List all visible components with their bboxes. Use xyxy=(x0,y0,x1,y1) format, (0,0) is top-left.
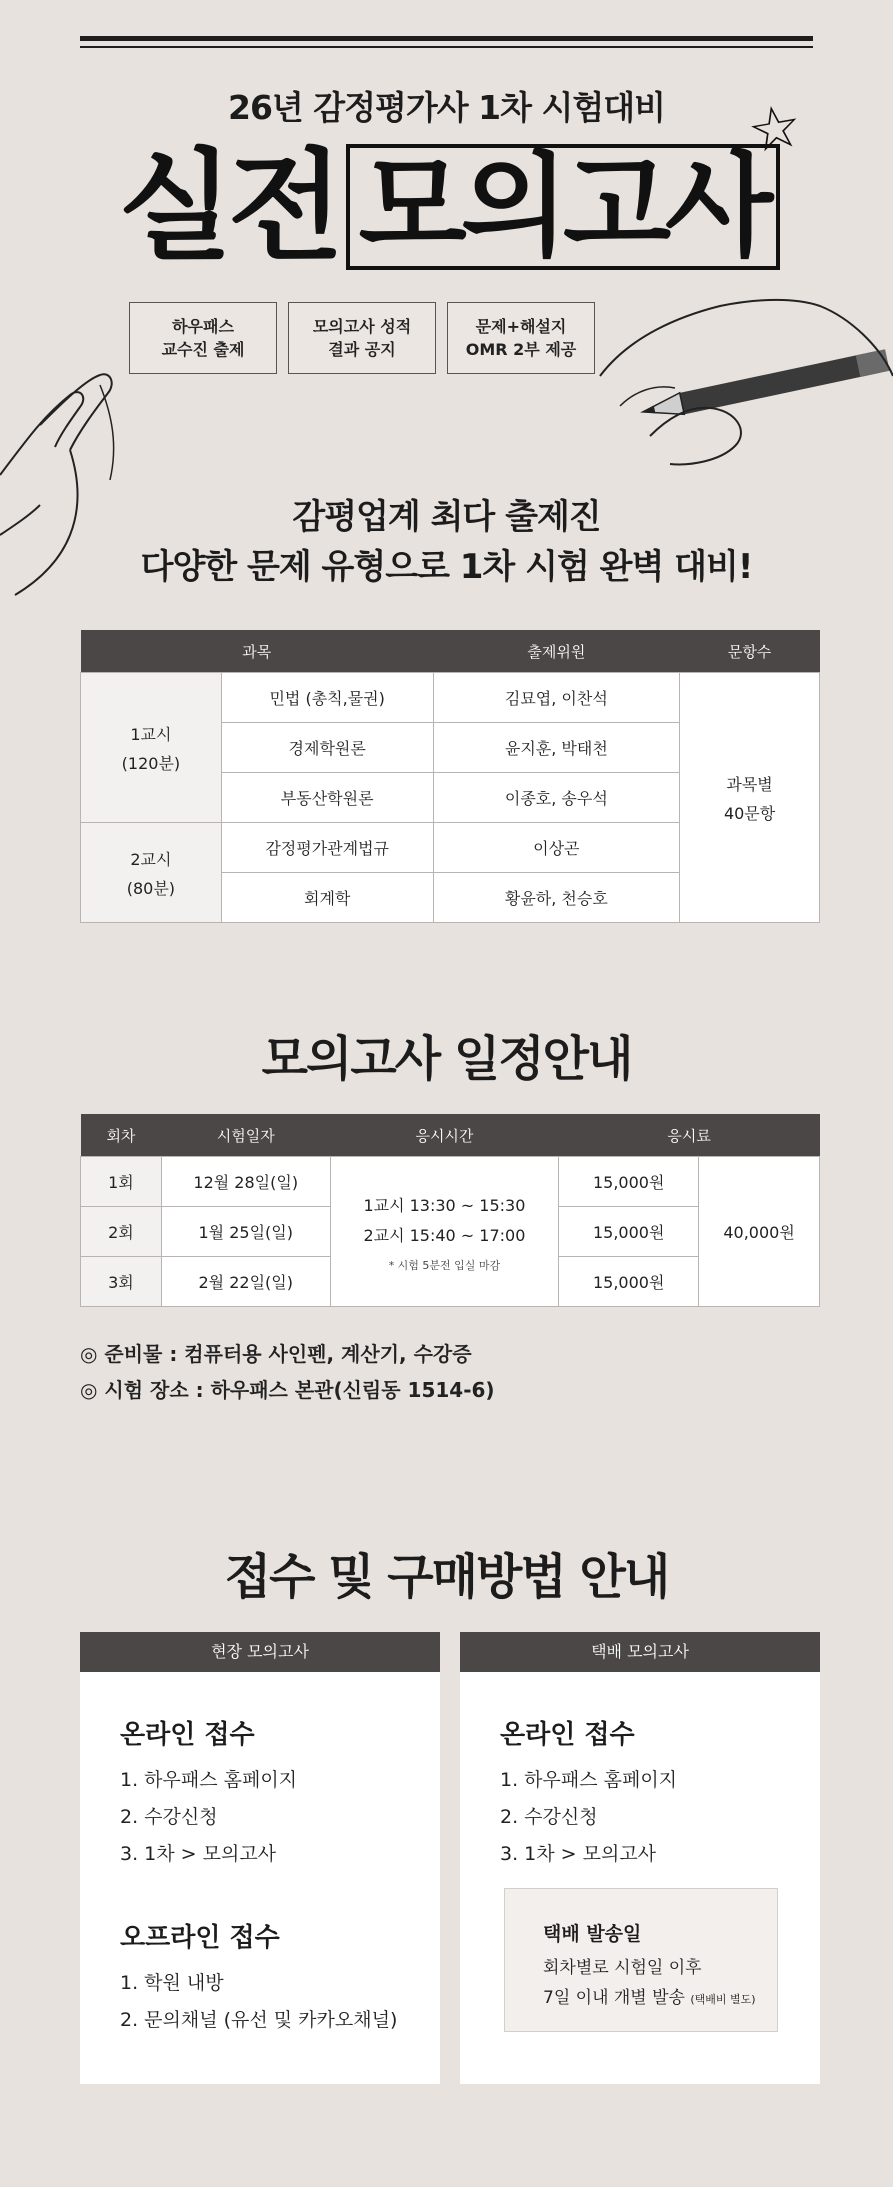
count-line: 과목별 xyxy=(726,774,773,794)
shipping-line xyxy=(543,1983,756,2015)
date-cell: 1월 25일(일) xyxy=(161,1207,330,1257)
shipping-info-box xyxy=(504,1888,778,2032)
total-fee-cell: 40,000원 xyxy=(699,1157,820,1307)
feature-line: 결과 공지 xyxy=(328,340,396,359)
subject-cell: 경제학원론 xyxy=(221,723,433,773)
onsite-offline-title: 오프라인 접수 xyxy=(120,1923,280,1953)
round-cell: 3회 xyxy=(81,1257,162,1307)
session-duration: (120분) xyxy=(121,753,181,773)
delivery-exam-card xyxy=(460,1632,820,2084)
time-line: 2교시 15:40 ~ 17:00 xyxy=(363,1225,526,1245)
time-line: 1교시 13:30 ~ 15:30 xyxy=(363,1195,526,1215)
feature-line: 교수진 출제 xyxy=(161,340,245,359)
onsite-online-title: 온라인 접수 xyxy=(120,1720,255,1750)
header-examiner: 출제위원 xyxy=(433,630,680,673)
delivery-online-steps xyxy=(500,1762,677,1873)
fee-cell: 15,000원 xyxy=(559,1257,699,1307)
time-cell xyxy=(330,1157,559,1307)
session-name: 1교시 xyxy=(130,724,172,744)
examiner-cell: 윤지훈, 박태천 xyxy=(433,723,680,773)
onsite-card-header: 현장 모의고사 xyxy=(80,1632,440,1672)
shipping-line-text: 7일 이내 개별 발송 xyxy=(543,1988,685,2008)
shipping-line: 회차별로 시험일 이후 xyxy=(543,1958,702,1978)
round-cell: 2회 xyxy=(81,1207,162,1257)
headline xyxy=(0,492,893,592)
list-item: 1. 하우패스 홈페이지 xyxy=(120,1769,298,1791)
examiner-cell: 이상곤 xyxy=(433,823,680,873)
list-item: 3. 1차 > 모의고사 xyxy=(500,1843,657,1865)
title-left-text: 실전 xyxy=(118,138,338,277)
prepare-note: ◎ 준비물 : 컴퓨터용 사인펜, 계산기, 수강증 xyxy=(80,1342,472,1366)
star-doodle-icon: ☆ xyxy=(742,89,808,169)
main-title xyxy=(110,140,810,275)
feature-box-professors xyxy=(129,302,277,374)
header-round: 회차 xyxy=(81,1114,162,1157)
shipping-note: (택배비 별도) xyxy=(690,1993,756,2006)
subject-cell: 감정평가관계법규 xyxy=(221,823,433,873)
feature-line: 하우패스 xyxy=(172,317,234,336)
fee-cell: 15,000원 xyxy=(559,1207,699,1257)
session-name: 2교시 xyxy=(130,849,172,869)
examiner-cell: 이종호, 송우석 xyxy=(433,773,680,823)
right-hand-pen-illustration xyxy=(560,296,893,476)
list-item: 3. 1차 > 모의고사 xyxy=(120,1843,277,1865)
list-item: 2. 수강신청 xyxy=(500,1806,598,1828)
round-cell: 1회 xyxy=(81,1157,162,1207)
fee-cell: 15,000원 xyxy=(559,1157,699,1207)
headline-line1: 감평업계 최다 출제진 xyxy=(292,497,601,537)
subject-cell: 회계학 xyxy=(221,873,433,923)
list-item: 1. 하우패스 홈페이지 xyxy=(500,1769,678,1791)
header-fee: 응시료 xyxy=(559,1114,820,1157)
onsite-offline-steps xyxy=(120,1965,397,2039)
table-row xyxy=(81,673,820,723)
feature-box-results xyxy=(288,302,436,374)
title-box-text: 모의고사 xyxy=(346,144,780,270)
schedule-title: 모의고사 일정안내 xyxy=(261,1031,632,1087)
date-cell: 12월 28일(일) xyxy=(161,1157,330,1207)
header-subject: 과목 xyxy=(81,630,434,673)
header-count: 문항수 xyxy=(680,630,820,673)
examiner-cell: 김묘엽, 이찬석 xyxy=(433,673,680,723)
subject-cell: 민법 (총칙,물권) xyxy=(221,673,433,723)
table-header-row xyxy=(81,630,820,673)
shipping-title: 택배 발송일 xyxy=(543,1923,642,1945)
question-count-cell xyxy=(680,673,820,923)
delivery-online-title: 온라인 접수 xyxy=(500,1720,635,1750)
subject-cell: 부동산학원론 xyxy=(221,773,433,823)
header-date: 시험일자 xyxy=(161,1114,330,1157)
feature-box-materials xyxy=(447,302,595,374)
feature-line: OMR 2부 제공 xyxy=(465,340,577,359)
count-line: 40문항 xyxy=(723,803,776,823)
top-rule-thick xyxy=(80,36,813,41)
delivery-card-header: 택배 모의고사 xyxy=(460,1632,820,1672)
headline-line2: 다양한 문제 유형으로 1차 시험 완벽 대비! xyxy=(140,547,753,587)
top-rule-thin xyxy=(80,46,813,48)
examiner-cell: 황윤하, 천승호 xyxy=(433,873,680,923)
time-note: * 시험 5분전 입실 마감 xyxy=(388,1258,501,1272)
list-item: 1. 학원 내방 xyxy=(120,1972,224,1994)
exam-notes xyxy=(80,1336,495,1408)
subjects-table xyxy=(80,630,820,923)
table-header-row xyxy=(81,1114,820,1157)
list-item: 2. 수강신청 xyxy=(120,1806,218,1828)
date-cell: 2월 22일(일) xyxy=(161,1257,330,1307)
feature-line: 모의고사 성적 xyxy=(312,317,412,336)
shipping-desc xyxy=(543,1953,756,2015)
session-1-cell xyxy=(81,673,222,823)
session-2-cell xyxy=(81,823,222,923)
feature-line: 문제+해설지 xyxy=(475,317,567,336)
exam-subtitle: 26년 감정평가사 1차 시험대비 xyxy=(227,88,665,127)
list-item: 2. 문의채널 (유선 및 카카오채널) xyxy=(120,2009,398,2031)
onsite-online-steps xyxy=(120,1762,297,1873)
purchase-title: 접수 및 구매방법 안내 xyxy=(224,1549,669,1605)
session-duration: (80분) xyxy=(126,878,176,898)
onsite-exam-card xyxy=(80,1632,440,2084)
schedule-table xyxy=(80,1114,820,1307)
header-time: 응시시간 xyxy=(330,1114,559,1157)
place-note: ◎ 시험 장소 : 하우패스 본관(신림동 1514-6) xyxy=(80,1378,495,1402)
table-row xyxy=(81,1157,820,1207)
